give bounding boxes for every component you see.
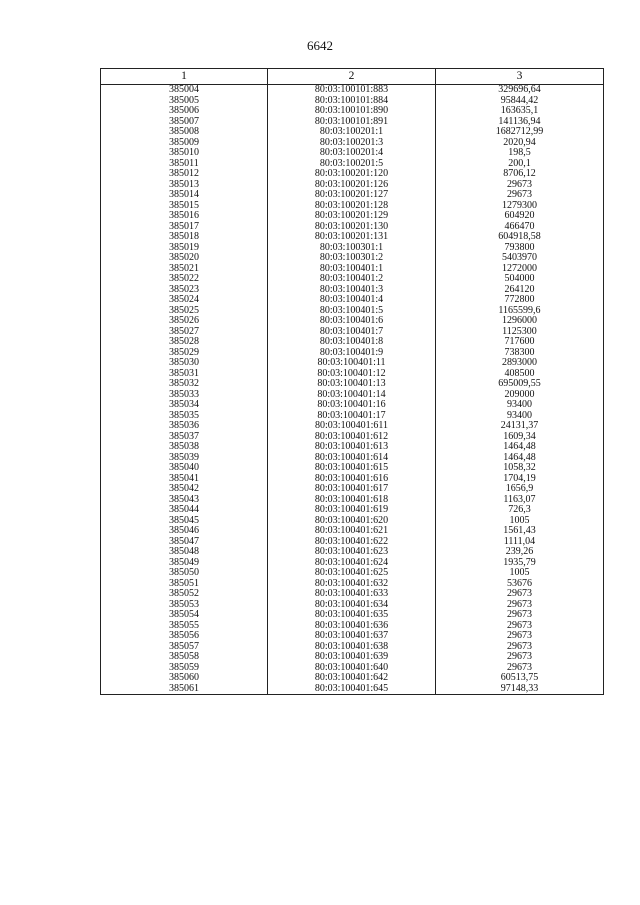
row-number-cell: 385007: [101, 117, 268, 128]
row-number-cell: 385009: [101, 138, 268, 149]
cadastral-number-cell: 80:03:100401:614: [268, 453, 436, 464]
table-row: [101, 610, 604, 621]
table-row: [101, 400, 604, 411]
value-cell: 97148,33: [436, 684, 604, 695]
table-row: [101, 474, 604, 485]
row-number-cell: 385054: [101, 610, 268, 621]
cadastral-number-cell: 80:03:100201:5: [268, 159, 436, 170]
cadastral-number-cell: 80:03:100401:620: [268, 516, 436, 527]
table-row: [101, 159, 604, 170]
cadastral-number-cell: 80:03:100401:622: [268, 537, 436, 548]
value-cell: 29673: [436, 610, 604, 621]
cadastral-number-cell: 80:03:100401:632: [268, 579, 436, 590]
value-cell: 1609,34: [436, 432, 604, 443]
table-row: [101, 537, 604, 548]
table-row: [101, 663, 604, 674]
row-number-cell: 385035: [101, 411, 268, 422]
row-number-cell: 385017: [101, 222, 268, 233]
row-number-cell: 385030: [101, 358, 268, 369]
column-header-1: 1: [101, 69, 268, 85]
value-cell: 1682712,99: [436, 127, 604, 138]
value-cell: 1125300: [436, 327, 604, 338]
row-number-cell: 385049: [101, 558, 268, 569]
row-number-cell: 385053: [101, 600, 268, 611]
cadastral-number-cell: 80:03:100401:634: [268, 600, 436, 611]
table-row: [101, 600, 604, 611]
row-number-cell: 385022: [101, 274, 268, 285]
row-number-cell: 385023: [101, 285, 268, 296]
cadastral-number-cell: 80:03:100201:120: [268, 169, 436, 180]
row-number-cell: 385040: [101, 463, 268, 474]
cadastral-number-cell: 80:03:100401:13: [268, 379, 436, 390]
row-number-cell: 385048: [101, 547, 268, 558]
value-cell: 1165599,6: [436, 306, 604, 317]
cadastral-number-cell: 80:03:100401:3: [268, 285, 436, 296]
cadastral-number-cell: 80:03:100101:884: [268, 96, 436, 107]
cadastral-number-cell: 80:03:100401:12: [268, 369, 436, 380]
cadastral-number-cell: 80:03:100101:890: [268, 106, 436, 117]
cadastral-number-cell: 80:03:100401:623: [268, 547, 436, 558]
value-cell: 695009,55: [436, 379, 604, 390]
value-cell: 1163,07: [436, 495, 604, 506]
table-row: [101, 421, 604, 432]
table-row: [101, 96, 604, 107]
table-row: [101, 453, 604, 464]
cadastral-number-cell: 80:03:100401:621: [268, 526, 436, 537]
cadastral-number-cell: 80:03:100401:635: [268, 610, 436, 621]
table-row: [101, 274, 604, 285]
value-cell: 2893000: [436, 358, 604, 369]
value-cell: 60513,75: [436, 673, 604, 684]
value-cell: 1111,04: [436, 537, 604, 548]
value-cell: 163635,1: [436, 106, 604, 117]
row-number-cell: 385019: [101, 243, 268, 254]
row-number-cell: 385039: [101, 453, 268, 464]
row-number-cell: 385043: [101, 495, 268, 506]
cadastral-number-cell: 80:03:100401:11: [268, 358, 436, 369]
table-row: [101, 390, 604, 401]
value-cell: 738300: [436, 348, 604, 359]
cadastral-number-cell: 80:03:100201:129: [268, 211, 436, 222]
cadastral-number-cell: 80:03:100401:7: [268, 327, 436, 338]
table-row: [101, 358, 604, 369]
table-row: [101, 337, 604, 348]
row-number-cell: 385058: [101, 652, 268, 663]
cadastral-number-cell: 80:03:100401:636: [268, 621, 436, 632]
row-number-cell: 385014: [101, 190, 268, 201]
value-cell: 239,26: [436, 547, 604, 558]
value-cell: 29673: [436, 652, 604, 663]
value-cell: 209000: [436, 390, 604, 401]
row-number-cell: 385031: [101, 369, 268, 380]
cadastral-number-cell: 80:03:100401:625: [268, 568, 436, 579]
column-header-2: 2: [268, 69, 436, 85]
row-number-cell: 385056: [101, 631, 268, 642]
row-number-cell: 385027: [101, 327, 268, 338]
value-cell: 329696,64: [436, 85, 604, 96]
value-cell: 1005: [436, 568, 604, 579]
table-row: [101, 673, 604, 684]
value-cell: 141136,94: [436, 117, 604, 128]
row-number-cell: 385050: [101, 568, 268, 579]
cadastral-number-cell: 80:03:100301:2: [268, 253, 436, 264]
column-header-3: 3: [436, 69, 604, 85]
row-number-cell: 385018: [101, 232, 268, 243]
value-cell: 29673: [436, 190, 604, 201]
table-row: [101, 316, 604, 327]
value-cell: 1279300: [436, 201, 604, 212]
value-cell: 8706,12: [436, 169, 604, 180]
value-cell: 1464,48: [436, 442, 604, 453]
row-number-cell: 385059: [101, 663, 268, 674]
cadastral-number-cell: 80:03:100401:16: [268, 400, 436, 411]
value-cell: 24131,37: [436, 421, 604, 432]
row-number-cell: 385006: [101, 106, 268, 117]
row-number-cell: 385042: [101, 484, 268, 495]
table-row: [101, 222, 604, 233]
cadastral-number-cell: 80:03:100401:8: [268, 337, 436, 348]
row-number-cell: 385051: [101, 579, 268, 590]
value-cell: 93400: [436, 411, 604, 422]
cadastral-number-cell: 80:03:100401:619: [268, 505, 436, 516]
table-row: [101, 348, 604, 359]
cadastral-number-cell: 80:03:100401:624: [268, 558, 436, 569]
table-row: [101, 631, 604, 642]
value-cell: 1058,32: [436, 463, 604, 474]
cadastral-number-cell: 80:03:100401:14: [268, 390, 436, 401]
cadastral-number-cell: 80:03:100201:131: [268, 232, 436, 243]
row-number-cell: 385016: [101, 211, 268, 222]
page-number: 6642: [307, 38, 333, 53]
table-row: [101, 442, 604, 453]
row-number-cell: 385057: [101, 642, 268, 653]
cadastral-number-cell: 80:03:100401:2: [268, 274, 436, 285]
cadastral-number-cell: 80:03:100401:638: [268, 642, 436, 653]
table-row: [101, 169, 604, 180]
value-cell: 29673: [436, 589, 604, 600]
cadastral-number-cell: 80:03:100401:639: [268, 652, 436, 663]
value-cell: 29673: [436, 621, 604, 632]
row-number-cell: 385061: [101, 684, 268, 695]
row-number-cell: 385047: [101, 537, 268, 548]
table-row: [101, 526, 604, 537]
row-number-cell: 385012: [101, 169, 268, 180]
cadastral-number-cell: 80:03:100201:1: [268, 127, 436, 138]
table-body: [101, 85, 604, 695]
table-row: [101, 495, 604, 506]
cadastral-number-cell: 80:03:100401:617: [268, 484, 436, 495]
table-row: [101, 295, 604, 306]
value-cell: 604920: [436, 211, 604, 222]
table-row: [101, 85, 604, 96]
cadastral-number-cell: 80:03:100201:128: [268, 201, 436, 212]
row-number-cell: 385011: [101, 159, 268, 170]
cadastral-number-cell: 80:03:100201:3: [268, 138, 436, 149]
table-row: [101, 589, 604, 600]
value-cell: 793800: [436, 243, 604, 254]
value-cell: 53676: [436, 579, 604, 590]
row-number-cell: 385046: [101, 526, 268, 537]
table-row: [101, 463, 604, 474]
row-number-cell: 385052: [101, 589, 268, 600]
value-cell: 466470: [436, 222, 604, 233]
row-number-cell: 385045: [101, 516, 268, 527]
cadastral-number-cell: 80:03:100301:1: [268, 243, 436, 254]
table-row: [101, 211, 604, 222]
table-row: [101, 253, 604, 264]
table-row: [101, 568, 604, 579]
value-cell: 717600: [436, 337, 604, 348]
cadastral-number-cell: 80:03:100201:130: [268, 222, 436, 233]
cadastral-number-cell: 80:03:100401:612: [268, 432, 436, 443]
value-cell: 1272000: [436, 264, 604, 275]
cadastral-number-cell: 80:03:100201:126: [268, 180, 436, 191]
row-number-cell: 385024: [101, 295, 268, 306]
cadastral-number-cell: 80:03:100401:4: [268, 295, 436, 306]
value-cell: 1005: [436, 516, 604, 527]
value-cell: 604918,58: [436, 232, 604, 243]
value-cell: 1935,79: [436, 558, 604, 569]
cadastral-number-cell: 80:03:100401:17: [268, 411, 436, 422]
cadastral-number-cell: 80:03:100401:1: [268, 264, 436, 275]
table-row: [101, 432, 604, 443]
value-cell: 1704,19: [436, 474, 604, 485]
table-row: [101, 652, 604, 663]
cadastral-number-cell: 80:03:100401:637: [268, 631, 436, 642]
value-cell: 772800: [436, 295, 604, 306]
value-cell: 29673: [436, 600, 604, 611]
value-cell: 264120: [436, 285, 604, 296]
value-cell: 726,3: [436, 505, 604, 516]
table-row: [101, 106, 604, 117]
value-cell: 408500: [436, 369, 604, 380]
value-cell: 198,5: [436, 148, 604, 159]
table-row: [101, 190, 604, 201]
cadastral-number-cell: 80:03:100101:891: [268, 117, 436, 128]
row-number-cell: 385060: [101, 673, 268, 684]
table-row: [101, 547, 604, 558]
cadastral-number-cell: 80:03:100201:4: [268, 148, 436, 159]
cadastral-number-cell: 80:03:100401:616: [268, 474, 436, 485]
row-number-cell: 385008: [101, 127, 268, 138]
header-row: [101, 69, 604, 85]
value-cell: 504000: [436, 274, 604, 285]
row-number-cell: 385036: [101, 421, 268, 432]
value-cell: 29673: [436, 642, 604, 653]
table-row: [101, 264, 604, 275]
row-number-cell: 385028: [101, 337, 268, 348]
value-cell: 5403970: [436, 253, 604, 264]
cadastral-number-cell: 80:03:100201:127: [268, 190, 436, 201]
row-number-cell: 385015: [101, 201, 268, 212]
cadastral-number-cell: 80:03:100401:611: [268, 421, 436, 432]
cadastral-number-cell: 80:03:100101:883: [268, 85, 436, 96]
table-row: [101, 201, 604, 212]
table-row: [101, 327, 604, 338]
value-cell: 29673: [436, 180, 604, 191]
table-row: [101, 369, 604, 380]
table-row: [101, 306, 604, 317]
table-row: [101, 138, 604, 149]
row-number-cell: 385033: [101, 390, 268, 401]
value-cell: 1561,43: [436, 526, 604, 537]
cadastral-number-cell: 80:03:100401:640: [268, 663, 436, 674]
table-row: [101, 127, 604, 138]
value-cell: 93400: [436, 400, 604, 411]
row-number-cell: 385055: [101, 621, 268, 632]
value-cell: 1464,48: [436, 453, 604, 464]
cadastral-number-cell: 80:03:100401:6: [268, 316, 436, 327]
table-row: [101, 558, 604, 569]
data-table: [100, 68, 604, 695]
row-number-cell: 385013: [101, 180, 268, 191]
table-row: [101, 579, 604, 590]
cadastral-number-cell: 80:03:100401:613: [268, 442, 436, 453]
row-number-cell: 385010: [101, 148, 268, 159]
row-number-cell: 385034: [101, 400, 268, 411]
row-number-cell: 385021: [101, 264, 268, 275]
value-cell: 200,1: [436, 159, 604, 170]
table-row: [101, 117, 604, 128]
table-row: [101, 232, 604, 243]
table-row: [101, 243, 604, 254]
value-cell: 29673: [436, 631, 604, 642]
table-row: [101, 505, 604, 516]
row-number-cell: 385038: [101, 442, 268, 453]
row-number-cell: 385020: [101, 253, 268, 264]
value-cell: 1656,9: [436, 484, 604, 495]
table-row: [101, 411, 604, 422]
cadastral-number-cell: 80:03:100401:645: [268, 684, 436, 695]
value-cell: 95844,42: [436, 96, 604, 107]
table-row: [101, 148, 604, 159]
table-row: [101, 285, 604, 296]
cadastral-number-cell: 80:03:100401:615: [268, 463, 436, 474]
row-number-cell: 385026: [101, 316, 268, 327]
row-number-cell: 385029: [101, 348, 268, 359]
table-row: [101, 684, 604, 695]
table-row: [101, 621, 604, 632]
cadastral-number-cell: 80:03:100401:642: [268, 673, 436, 684]
cadastral-number-cell: 80:03:100401:618: [268, 495, 436, 506]
table-row: [101, 180, 604, 191]
row-number-cell: 385037: [101, 432, 268, 443]
row-number-cell: 385044: [101, 505, 268, 516]
table-row: [101, 379, 604, 390]
value-cell: 1296000: [436, 316, 604, 327]
row-number-cell: 385025: [101, 306, 268, 317]
row-number-cell: 385005: [101, 96, 268, 107]
value-cell: 29673: [436, 663, 604, 674]
row-number-cell: 385004: [101, 85, 268, 96]
cadastral-number-cell: 80:03:100401:5: [268, 306, 436, 317]
value-cell: 2020,94: [436, 138, 604, 149]
table-row: [101, 484, 604, 495]
cadastral-number-cell: 80:03:100401:633: [268, 589, 436, 600]
cadastral-number-cell: 80:03:100401:9: [268, 348, 436, 359]
row-number-cell: 385041: [101, 474, 268, 485]
table-row: [101, 642, 604, 653]
table-row: [101, 516, 604, 527]
row-number-cell: 385032: [101, 379, 268, 390]
